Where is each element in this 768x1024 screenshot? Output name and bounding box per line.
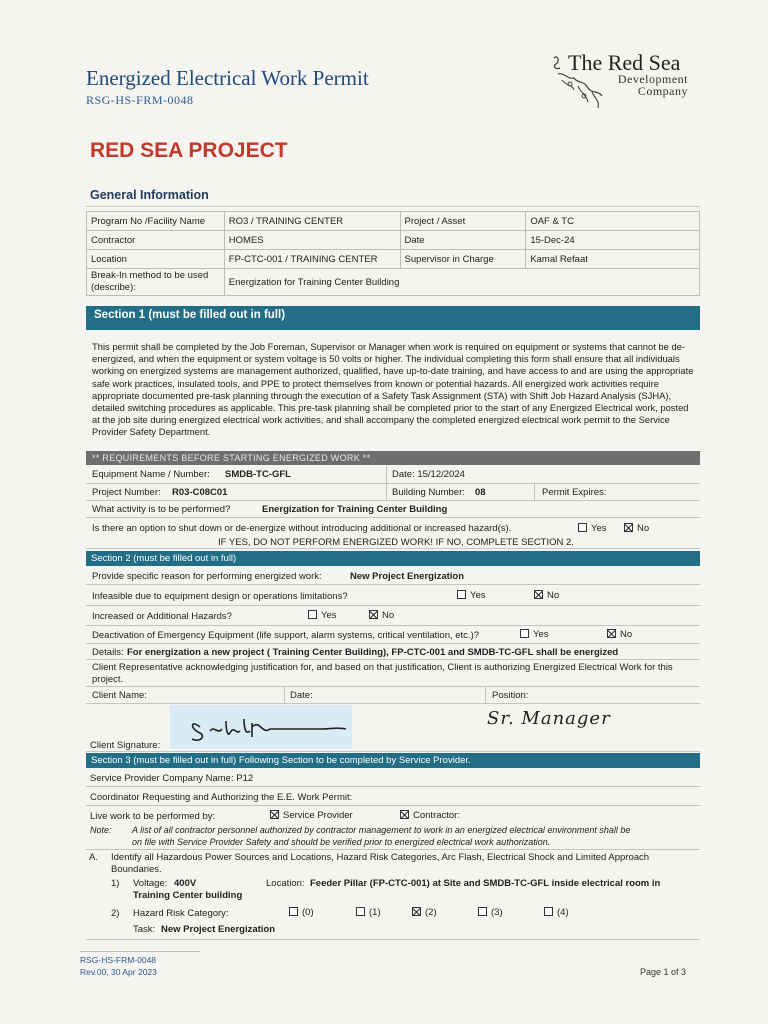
option-yes-label: Yes bbox=[591, 523, 607, 534]
service-provider-checkbox[interactable] bbox=[270, 810, 353, 821]
checked-checkbox-icon bbox=[607, 629, 616, 638]
client-signature-label: Client Signature: bbox=[90, 740, 161, 751]
checkbox-icon bbox=[289, 907, 298, 916]
deactivation-no-label: No bbox=[620, 629, 633, 640]
checkbox-icon bbox=[520, 629, 529, 638]
program-value: RO3 / TRAINING CENTER bbox=[224, 212, 400, 231]
client-position-label: Position: bbox=[492, 690, 529, 701]
client-name-row bbox=[86, 687, 700, 704]
coordinator-row bbox=[86, 787, 700, 806]
voltage-label: Voltage: bbox=[133, 878, 168, 889]
infeasible-yes-checkbox[interactable] bbox=[457, 590, 486, 601]
details-label: Details: bbox=[92, 647, 124, 658]
date-value: 15-Dec-24 bbox=[526, 231, 700, 250]
hazard-identification-block bbox=[86, 850, 700, 940]
service-provider-option: Service Provider bbox=[283, 810, 353, 821]
note-row bbox=[86, 824, 700, 850]
location-label-s3: Location: bbox=[266, 878, 305, 889]
hrc-4-checkbox[interactable] bbox=[544, 907, 569, 918]
infeasible-no-checkbox[interactable] bbox=[534, 590, 559, 601]
equipment-value: SMDB-TC-GFL bbox=[225, 469, 291, 480]
section1-paragraph: This permit shall be completed by the Job Foreman, Supervisor or Manager when work is required on equipment or systems that cannot be de-energized, and when the equipment or system voltage is 50 volts or higher. The individual completing this form shall ensure that all individuals working on energized systems are management authorized, qualified, have up-to-date training, and have access to and are using the appropriate safe work practices, insulated tools, and PPE to protect themselves from known or potential hazards. All energized work activities require appropriate documented pre-task planning through the execution of a Safety Task Assignment (STA) with Shift Job Hazard Analysis (SJHA), detailed switching procedures as applicable. This pre-task planning shall be completed prior to the start of any Energized Electrical work, posted at the job site during energized electrical work activities, and shall accompany the completed energized electrical work permit to the Service Provider Safety Department. bbox=[92, 341, 694, 438]
note-line-1: A list of all contractor personnel authorized by contractor management to work in an energized electrical environment shall be bbox=[132, 825, 631, 835]
equipment-date: Date: 15/12/2024 bbox=[392, 469, 465, 480]
project-title: RED SEA PROJECT bbox=[90, 139, 288, 162]
checked-checkbox-icon bbox=[534, 590, 543, 599]
section3-header: Section 3 (must be filled out in full) Following Section to be completed by Service Provider. bbox=[86, 753, 700, 768]
service-provider-row bbox=[86, 769, 700, 787]
project-number-value: R03-C08C01 bbox=[172, 487, 228, 498]
equipment-row bbox=[86, 466, 700, 484]
increased-yes-checkbox[interactable] bbox=[308, 610, 337, 621]
checkbox-icon bbox=[356, 907, 365, 916]
location-value-line-2: Training Center building bbox=[133, 890, 243, 901]
reason-row bbox=[86, 567, 700, 585]
divider bbox=[386, 466, 387, 484]
hrc-3-label: (3) bbox=[491, 907, 503, 918]
breakin-label: Break-In method to be used (describe): bbox=[87, 269, 225, 296]
supervisor-value: Kamal Refaat bbox=[526, 250, 700, 269]
item-1-number: 1) bbox=[111, 878, 120, 889]
option-no-label: No bbox=[637, 523, 650, 534]
general-info-table bbox=[86, 211, 700, 296]
coordinator-label: Coordinator Requesting and Authorizing the E.E. Work Permit: bbox=[90, 792, 353, 803]
service-provider-company: Service Provider Company Name: P12 bbox=[90, 773, 254, 784]
details-row bbox=[86, 644, 700, 660]
item-a-line-2: Boundaries. bbox=[111, 864, 162, 875]
location-label: Location bbox=[87, 250, 225, 269]
option-yes-checkbox[interactable] bbox=[578, 523, 607, 534]
de-energize-question: Is there an option to shut down or de-energize without introducing additional or increased hazard(s). bbox=[92, 523, 512, 534]
option-no-checkbox[interactable] bbox=[624, 523, 649, 534]
client-ack-text: Client Representative acknowledging justification for, and based on that justification, Client is authorizing Energized Electrical Work for this project. bbox=[92, 662, 673, 685]
divider bbox=[386, 484, 387, 501]
details-value: For energization a new project ( Training Center Building), FP-CTC-001 and SMDB-TC-GFL shall be energized bbox=[127, 647, 619, 658]
checked-checkbox-icon bbox=[270, 810, 279, 819]
voltage-value: 400V bbox=[174, 878, 197, 889]
divider bbox=[534, 484, 535, 501]
contractor-label: Contractor bbox=[87, 231, 225, 250]
hrc-0-checkbox[interactable] bbox=[289, 907, 314, 918]
hrc-2-label: (2) bbox=[425, 907, 437, 918]
checked-checkbox-icon bbox=[400, 810, 409, 819]
infeasible-question: Infeasible due to equipment design or operations limitations? bbox=[92, 591, 348, 602]
logo-text-development: Development bbox=[617, 72, 688, 86]
deactivation-question: Deactivation of Emergency Equipment (life support, alarm systems, critical ventilation, etc.)? bbox=[92, 630, 480, 641]
item-a-line-1: Identify all Hazardous Power Sources and Locations, Hazard Risk Categories, Arc Flash, Electrical Shock and Limited Approach bbox=[111, 852, 650, 863]
building-label: Building Number: bbox=[392, 487, 465, 498]
note-label: Note: bbox=[90, 825, 112, 835]
handwritten-position: Sr. Manager bbox=[487, 708, 611, 729]
de-energize-option-row bbox=[86, 518, 700, 549]
increased-no-label: No bbox=[382, 610, 395, 621]
divider bbox=[80, 951, 200, 952]
checked-checkbox-icon bbox=[412, 907, 421, 916]
de-energize-note: IF YES, DO NOT PERFORM ENERGIZED WORK! IF NO, COMPLETE SECTION 2. bbox=[218, 537, 574, 548]
task-label: Task: bbox=[133, 924, 156, 935]
live-work-row bbox=[86, 806, 700, 824]
checkbox-icon bbox=[457, 590, 466, 599]
supervisor-label: Supervisor in Charge bbox=[400, 250, 526, 269]
footer-code: RSG-HS-FRM-0048 bbox=[80, 955, 157, 965]
deactivation-row bbox=[86, 626, 700, 644]
date-label: Date bbox=[400, 231, 526, 250]
activity-label: What activity is to be performed? bbox=[92, 504, 231, 515]
infeasible-no-label: No bbox=[547, 590, 560, 601]
hrc-4-label: (4) bbox=[557, 907, 569, 918]
table-row bbox=[87, 250, 700, 269]
divider bbox=[485, 687, 486, 704]
footer-revision: Rev.00, 30 Apr 2023 bbox=[80, 967, 157, 977]
hrc-1-checkbox[interactable] bbox=[356, 907, 381, 918]
contractor-option: Contractor: bbox=[413, 810, 460, 821]
section2-header: Section 2 (must be filled out in full) bbox=[86, 551, 700, 566]
building-value: 08 bbox=[475, 487, 486, 498]
checkbox-icon bbox=[308, 610, 317, 619]
project-asset-label: Project / Asset bbox=[400, 212, 526, 231]
table-row bbox=[87, 231, 700, 250]
increased-yes-label: Yes bbox=[321, 610, 337, 621]
deactivation-yes-label: Yes bbox=[533, 629, 549, 640]
live-work-label: Live work to be performed by: bbox=[90, 811, 216, 822]
item-a-label: A. bbox=[89, 852, 98, 863]
infeasible-yes-label: Yes bbox=[470, 590, 486, 601]
client-date-label: Date: bbox=[290, 690, 313, 701]
page-number: Page 1 of 3 bbox=[640, 967, 687, 977]
client-ack-row bbox=[86, 660, 700, 687]
requirements-bar: ** REQUIREMENTS BEFORE STARTING ENERGIZED WORK ** bbox=[86, 451, 700, 465]
contractor-checkbox[interactable] bbox=[400, 810, 460, 821]
hazard-risk-label: Hazard Risk Category: bbox=[133, 908, 229, 919]
deactivation-no-checkbox[interactable] bbox=[607, 629, 632, 640]
form-code: RSG-HS-FRM-0048 bbox=[86, 93, 194, 107]
location-value-line-1: Feeder Pillar (FP-CTC-001) at Site and SMDB-TC-GFL inside electrical room in bbox=[310, 878, 661, 889]
form-title: Energized Electrical Work Permit bbox=[86, 66, 369, 90]
section1-header: Section 1 (must be filled out in full) bbox=[86, 306, 700, 330]
logo-text-main: The Red Sea bbox=[568, 50, 681, 75]
contractor-value: HOMES bbox=[224, 231, 400, 250]
deactivation-yes-checkbox[interactable] bbox=[520, 629, 549, 640]
task-value: New Project Energization bbox=[161, 924, 276, 935]
client-name-label: Client Name: bbox=[92, 690, 147, 701]
reason-label: Provide specific reason for performing energized work: bbox=[92, 571, 322, 582]
divider bbox=[86, 206, 700, 207]
breakin-value: Energization for Training Center Building bbox=[224, 269, 699, 296]
reason-value: New Project Energization bbox=[350, 571, 465, 582]
increased-hazards-row bbox=[86, 606, 700, 626]
activity-row bbox=[86, 501, 700, 518]
program-label: Program No /Facility Name bbox=[87, 212, 225, 231]
hrc-2-checkbox[interactable] bbox=[412, 907, 437, 918]
infeasible-row bbox=[86, 585, 700, 606]
activity-value: Energization for Training Center Building bbox=[262, 504, 448, 515]
hrc-0-label: (0) bbox=[302, 907, 314, 918]
hrc-1-label: (1) bbox=[369, 907, 381, 918]
company-logo bbox=[548, 50, 698, 112]
checkbox-icon bbox=[578, 523, 587, 532]
increased-no-checkbox[interactable] bbox=[369, 610, 394, 621]
project-asset-value: OAF & TC bbox=[526, 212, 700, 231]
checked-checkbox-icon bbox=[624, 523, 633, 532]
logo-text-company: Company bbox=[637, 84, 688, 98]
permit-expires-label: Permit Expires: bbox=[542, 487, 607, 498]
project-number-row bbox=[86, 484, 700, 501]
equipment-label: Equipment Name / Number: bbox=[92, 469, 210, 480]
divider bbox=[284, 687, 285, 704]
checkbox-icon bbox=[478, 907, 487, 916]
increased-hazards-question: Increased or Additional Hazards? bbox=[92, 611, 232, 622]
checked-checkbox-icon bbox=[369, 610, 378, 619]
item-2-number: 2) bbox=[111, 908, 120, 919]
general-info-heading: General Information bbox=[90, 188, 209, 202]
location-value: FP-CTC-001 / TRAINING CENTER bbox=[224, 250, 400, 269]
table-row bbox=[87, 212, 700, 231]
client-signature-icon bbox=[170, 705, 352, 749]
note-line-2: on file with Service Provider Safety and should be verified prior to energized electrical work authorization. bbox=[132, 837, 551, 847]
project-number-label: Project Number: bbox=[92, 487, 161, 498]
hrc-3-checkbox[interactable] bbox=[478, 907, 503, 918]
client-signature-row bbox=[86, 704, 700, 752]
checkbox-icon bbox=[544, 907, 553, 916]
table-row bbox=[87, 269, 700, 296]
